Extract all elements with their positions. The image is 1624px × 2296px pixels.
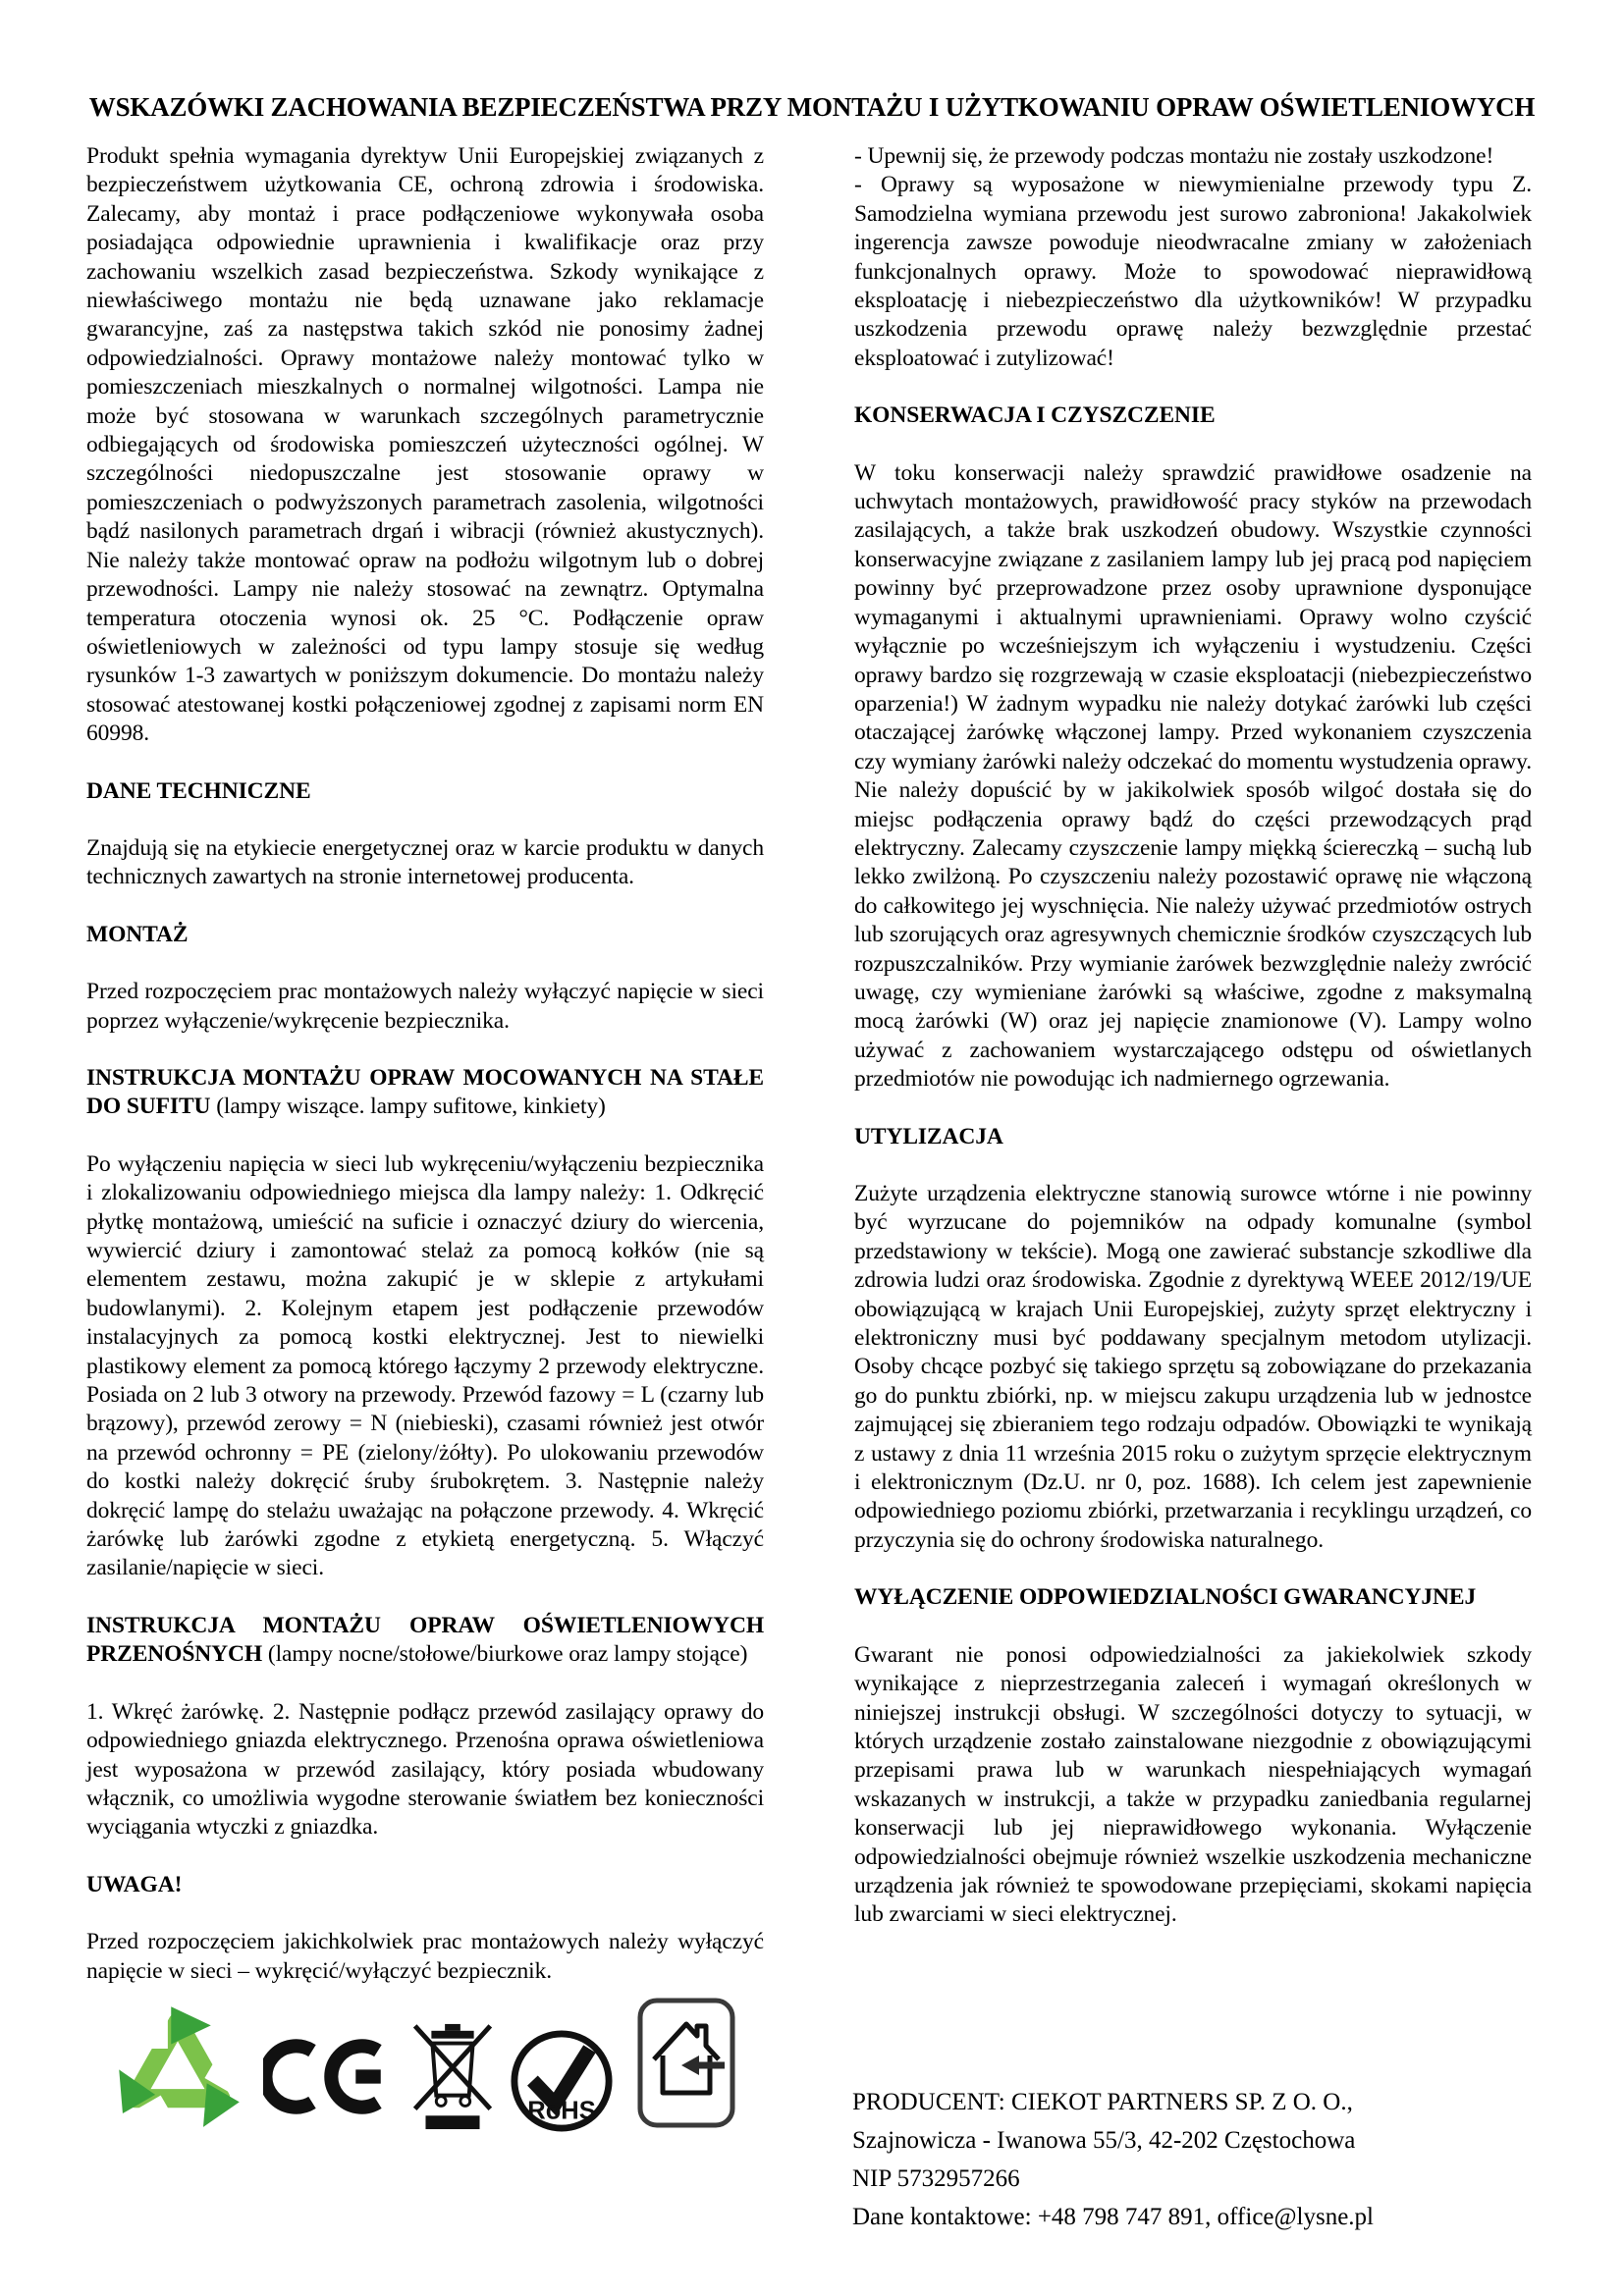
paragraph: W toku konserwacji należy sprawdzić prawidłowe osadzenie na uchwytach montażowych, prawidłowość pracy styków na przewodach zasilających, a także brak uszkodzeń obudowy. Wszystkie czynności konserwacyjne związane z zasilaniem lampy lub jej pracą pod napięciem powinny być przeprowadzone przez osoby uprawnione dysponujące wymaganymi i aktualnymi uprawnieniami. Oprawy wolno czyścić wyłącznie po wcześniejszym ich wyłączeniu i wystudzeniu. Części oprawy bardzo się rozgrzewają w czasie eksploatacji (niebezpieczeństwo oparzenia!) W żadnym wypadku nie należy dotykać żarówki lub części otaczającej żarówkę włączonej lampy. Przed wykonaniem czyszczenia czy wymiany żarówki należy odczekać do momentu wystudzenia oprawy. Nie należy dopuścić by w jakikolwiek sposób wilgoć dostała się do miejsc podłączenia oprawy bądź do części przewodzących prąd elektryczny. Zalecamy czyszczenie lampy miękką ściereczką – suchą lub lekko zwilżoną. Po czyszczeniu należy pozostawić oprawę nie włączoną do całkowitego jej wyschnięcia. Nie należy używać przedmiotów ostrych lub szorujących oraz agresywnych chemicznie środków czyszczących lub rozpuszczalników. Przy wymianie żarówek bezwzględnie należy zwrócić uwagę, czy wymieniane żarówki są właściwe, zgodne z maksymalną mocą żarówki (W) oraz jej napięcie znamionowe (V). Lampy wolno używać z zachowaniem wystarczającego odstępu od oświetlanych przedmiotów nie powodując ich nadmiernego ogrzewania. (854, 459, 1532, 1093)
section-heading: MONTAŻ (86, 921, 189, 947)
paragraph: Produkt spełnia wymagania dyrektyw Unii Europejskiej związanych z bezpieczeństwem użytkowania CE, ochroną zdrowia i środowiska. Zalecamy, aby montaż i prace podłączeniowe wykonywała osoba posiadająca odpowiednie uprawnienia i kwalifikacje oraz przy zachowaniu wszelkich zasad bezpieczeństwa. Szkody wynikające z niewłaściwego montażu nie będą uznawane jako reklamacje gwarancyjne, zaś za następstwa takich szkód nie ponosimy żadnej odpowiedzialności. Oprawy montażowe należy montować tylko w pomieszczeniach mieszkalnych o normalnej wilgotności. Lampa nie może być stosowana w warunkach szczególnych parametrycznie odbiegających od środowiska pomieszczeń użyteczności ogólnej. W szczególności niedopuszczalne jest stosowanie oprawy w pomieszczeniach o podwyższonych parametrach zasolenia, wilgotności bądź nasilonych parametrach drgań i wibracji (również akustycznych). Nie należy także montować opraw na podłożu wilgotnym lub o dobrej przewodności. Lampy nie należy stosować na zewnątrz. Optymalna temperatura otoczenia wynosi ok. 25 °C. Podłączenie opraw oświetleniowych w zależności od typu lampy stosuje się według rysunków 1-3 zawartych w poniższym dokumencie. Do montażu należy stosować atestowanej kostki połączeniowej zgodnej z zapisami norm EN 60998. (86, 143, 764, 747)
left-column (86, 142, 764, 2014)
house-return-icon (636, 1997, 736, 2129)
paragraph: Po wyłączeniu napięcia w sieci lub wykręceniu/wyłączeniu bezpiecznika i zlokalizowaniu odpowiedniego miejsca dla lampy należy: 1. Odkręcić płytkę montażową, umieścić na suficie i oznaczyć dziury do wiercenia, wywiercić dziury i zamontować stelaż za pomocą kołków (nie są elementem zestawu, można zakupić je w sklepie z artykułami budowlanymi). 2. Kolejnym etapem jest podłączenie przewodów instalacyjnych za pomocą kostki elektrycznej. Jest to niewielki plastikowy element za pomocą którego łączymy 2 przewody elektryczne. Posiada on 2 lub 3 otwory na przewody. Przewód fazowy = L (czarny lub brązowy), przewód zerowy = N (niebieski), czasami również jest otwór na przewód ochronny = PE (zielony/żółty). Po ulokowaniu przewodów do kostki należy dokręcić śruby śrubokrętem. 3. Następnie należy dokręcić lampę do stelażu uważając na połączone przewody. 4. Wkręcić żarówkę lub żarówki zgodne z etykietą energetyczną. 5. Włączyć zasilanie/napięcie w sieci. (86, 1150, 764, 1581)
rohs-icon (509, 2028, 615, 2134)
paragraph: Przed rozpoczęciem jakichkolwiek prac montażowych należy wyłączyć napięcie w sieci – wykręcić/wyłączyć bezpiecznik. (86, 1929, 764, 1984)
page-title: WSKAZÓWKI ZACHOWANIA BEZPIECZEŃSTWA PRZY MONTAŻU I UŻYTKOWANIU OPRAW OŚWIETLENIOWYCH (88, 92, 1536, 122)
heading-bold-part: INSTRUKCJA MONTAŻU OPRAW MOCOWANYCH NA STAŁE DO SUFITU (86, 1064, 764, 1120)
section-heading: DANE TECHNICZNE (86, 777, 311, 804)
paragraph: - Upewnij się, że przewody podczas montażu nie zostały uszkodzone! (854, 143, 1494, 169)
section-heading: UTYLIZACJA (854, 1123, 1003, 1149)
paragraph: - Oprawy są wyposażone w niewymienialne przewody typu Z. Samodzielna wymiana przewodu jest surowo zabroniona! Jakakolwiek ingerencja zawsze powoduje nieodwracalne zmiany w założeniach funkcjonalnych oprawy. Może to spowodować nieprawidłową eksploatację i niebezpieczeństwo dla użytkowników! W przypadku uszkodzenia przewodu oprawę należy bezwzględnie przestać eksploatować i zutylizować! (854, 172, 1532, 371)
paragraph: Gwarant nie ponosi odpowiedzialności za jakiekolwiek szkody wynikające z nieprzestrzegania zaleceń i wymagań określonych w niniejszej instrukcji obsługi. W szczególności dotyczy to sytuacji, w których urządzenie zostało zainstalowane niezgodnie z obowiązującymi przepisami prawa lub w warunkach niespełniających wymagań wskazanych w instrukcji, a także w przypadku zaniedbania regularnej konserwacji lub jej nieprawidłowego wykonania. Wyłączenie odpowiedzialności obejmuje również wszelkie uszkodzenia mechaniczne urządzenia jak również te spowodowane przepięciami, skokami napięcia lub zwarciami w sieci elektrycznej. (854, 1641, 1532, 1928)
section-heading: WYŁĄCZENIE ODPOWIEDZIALNOŚCI GWARANCYJNEJ (854, 1584, 1477, 1611)
heading-normal-part: (lampy wiszące. lampy sufitowe, kinkiety) (216, 1094, 606, 1120)
paragraph: Znajdują się na etykiecie energetycznej oraz w karcie produktu w danych technicznych zawartych na stronie internetowej producenta. (86, 834, 764, 890)
paragraph: 1. Wkręć żarówkę. 2. Następnie podłącz przewód zasilający oprawy do odpowiedniego gniazda elektrycznego. Przenośna oprawa oświetleniowa jest wyposażona w przewód zasilający, który posiada wbudowany włącznik, co umożliwia wygodne sterowanie światłem bez konieczności wyciągania wtyczki z gniazdka. (86, 1698, 764, 1841)
producer-info (852, 2083, 1540, 2236)
producer-line: Szajnowicza - Iwanowa 55/3, 42-202 Częstochowa (852, 2127, 1356, 2154)
heading-bold-part: INSTRUKCJA MONTAŻU OPRAW OŚWIETLENIOWYCH PRZENOŚNYCH (86, 1612, 764, 1668)
right-column (854, 142, 1532, 1958)
section-heading: UWAGA! (86, 1871, 183, 1897)
section-heading (86, 1064, 764, 1122)
ce-mark-icon (263, 2028, 393, 2125)
producer-line: Dane kontaktowe: +48 798 747 891, office@lysne.pl (852, 2204, 1375, 2230)
section-heading (86, 1612, 764, 1670)
paragraph: Zużyte urządzenia elektryczne stanowią surowce wtórne i nie powinny być wyrzucane do pojemników na odpady komunalne (symbol przedstawiony w tekście). Mogą one zawierać substancje szkodliwe dla zdrowia ludzi oraz środowiska. Zgodnie z dyrektywą WEEE 2012/19/UE obowiązującą w krajach Unii Europejskiej, zużyty sprzęt elektryczny i elektroniczny musi być poddawany specjalnym metodom utylizacji. Osoby chcące pozbyć się takiego sprzętu są zobowiązane do przekazania go do punktu zbiórki, np. w miejscu zakupu urządzenia lub w jednostce zajmującej się zbieraniem tego rodzaju odpadów. Obowiązki te wynikają z ustawy z dnia 11 września 2015 roku o zużytym sprzęcie elektrycznym i elektronicznym (Dz.U. nr 0, poz. 1688). Ich celem jest zapewnienie odpowiedniego poziomu zbiórki, przetwarzania i recyklingu urządzeń, co przyczynia się do ochrony środowiska naturalnego. (854, 1181, 1532, 1553)
rohs-label: RoHS (527, 2097, 596, 2125)
section-heading: KONSERWACJA I CZYSZCZENIE (854, 402, 1216, 429)
paragraph: Przed rozpoczęciem prac montażowych należy wyłączyć napięcie w sieci poprzez wyłączenie/wykręcenie bezpiecznika. (86, 979, 764, 1034)
producer-line: NIP 5732957266 (852, 2165, 1020, 2192)
weee-bin-icon (408, 2020, 497, 2131)
recycling-icon (110, 2004, 245, 2128)
producer-line: PRODUCENT: CIEKOT PARTNERS SP. Z O. O., (852, 2089, 1353, 2115)
two-column-body (86, 142, 1532, 2014)
heading-normal-part: (lampy nocne/stołowe/biurkowe oraz lampy stojące) (267, 1641, 748, 1668)
